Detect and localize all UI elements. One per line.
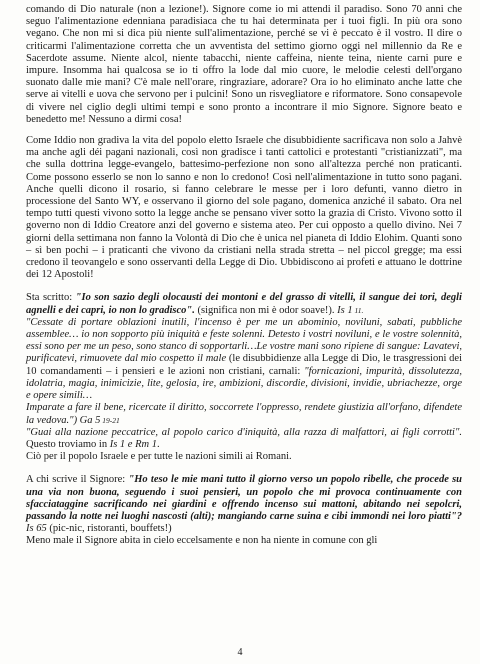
paragraph-diet: comando di Dio naturale (non a lezione!). Signore come io mi attendi il paradiso. Sono 70 anni che seguo l'alimentazione edenniana paradisiaca che tu hai determinata per i tuoi figli. In più ora sono vegano. Che non mi si dica più niente sull'alimentazione, perché se vi è peccato è il vostro. Il dire o criticarmi l'alimentazione corretta che un avventista del settimo giorno oggi nel millennio da Re e Sacerdote assume. Niente alcol, niente tabacchi, niente caffeina, niente teina, niente carni pure e impure. Insomma hai qualcosa se io ti offro la lode dal mio cuore, le melodie celesti dell'organo suonato dalle mie mani? C'è male nell'orare, ringraziare, adorare? Ora io ho eliminato anche latte che serve ai vitelli e uova che servono per i pulcini! Sono un risvegliatore e riformatore. Sono consapevole di vivere nel ciglio degli ultimi tempi e sono pronto a incontrare il mio Signore. Signore beato e benedetto me! Nessuno a dirmi cosa!	[26, 4, 462, 125]
quote-popolo-ribelle: "Ho teso le mie mani tutto il giorno verso un popolo ribelle, che procede su una via non buona, seguendo i suoi pensieri, un popolo che mi provoca continuamente con sfacciataggine sacrificando nei giardini e offrendo incenso sui mattoni, abitando nei sepolcri, passando la notte nei luoghi nascosti (alti); mangiando carne suina e cibi immondi nei loro piatti"?	[26, 474, 462, 522]
quote-opere-carne: "fornicazioni, impurità, dissolutezza, idolatria, magia, inimicizie, lite, gelosia, ire, ambizioni, discordie, divisioni, invidie, ubriachezze, orge e opere simili…	[26, 365, 462, 402]
quote-guai: "Guai alla nazione peccatrice, al popolo carico d'iniquità, alla razza di malfattori, ai figli corrotti".	[26, 426, 462, 438]
summary-line: Ciò per il popolo Israele e per tutte le nazioni simili ai Romani.	[26, 451, 292, 463]
note-text: (significa non mi è odor soave!).	[194, 304, 338, 316]
note-text: (le disubbidienze alla Legge di Dio, le trasgressioni dei 10 comandamenti – i pensieri e le azioni non cristiani, carnali:	[26, 353, 462, 377]
reference-ga-5: ) Ga 5	[73, 414, 101, 426]
note-text: (pic-nic, ristoranti, bouffets!)	[46, 523, 172, 535]
quote-imparate: Imparate a fare il bene, ricercate il diritto, soccorrete l'oppresso, rendete giustizia all'orfano, difendete la vedova."	[26, 402, 462, 426]
reference-is-1: Is 1	[337, 304, 353, 316]
page-number: 4	[237, 647, 243, 658]
note-text: .	[156, 438, 160, 450]
quote-olocausti: "Io son sazio degli olocausti dei montoni e del grasso di vitelli, il sangue dei tori, degli agnelli e dei capri, io non lo gradisco".	[26, 292, 462, 316]
paragraph-israel: Come Iddio non gradiva la vita del popolo eletto Israele che disubbidiente sacrificava non solo a Jahvè ma anche agli déi pagani nazionali, così non gradisce i tanti cattolici e protestanti "cristianizzati", ma che sulla dottrina legge-evangelo, battesimo-perfezione non sono all'altezza perché non praticanti. Come possono esserlo se non lo sanno e non lo credono! Così nell'alimentazione in tutto sono pagani. Anche quelli dicono il rosario, si fanno celebrare le messe per i loro defunti, vanno dietro in processione del Santo WY, e osservano il giorno del sole pagano, domenica anziché il sabato. Ora nel tempo tutti questi vivono sotto la legge anche se pensano viver sotto la grazia di Cristo. Vivono sotto il governo non di Iddio Creatore anzi del governo e sistema ateo. Per cui opposto a quello divino. Nei 7 giorni della settimana non fanno la Volontà di Dio che è unica nel pianeta di Iddio Elohim. Quanti sono – sì ben pochi – i praticanti che vivono da cristiani nella strada stretta – nel piccol gregge; ma essi credono il teovangelo e sono osservanti della Legge di Dio. Ubbidiscono ai profeti e attuano le dottrine dei 12 Apostoli!	[26, 135, 462, 281]
reference-verse: 19-21	[100, 415, 120, 425]
closing-line: Meno male il Signore abita in cielo eccelsamente e non ha niente in comune con gli	[26, 535, 378, 547]
intro-text: Sta scritto:	[26, 292, 76, 304]
note-text: Questo troviamo in	[26, 438, 110, 450]
paragraph-signore	[26, 474, 462, 547]
quote-oblazioni: "Cessate di portare oblazioni inutili, l'incenso è per me un abominio, noviluni, sabati, pubbliche assemblee… io non sopporto più iniquità e feste solenni. Detesto i vostri noviluni, e le vostre solennità, essi sono per me un peso, sono stanco di sopportarli…Le vostre mani sono ripiene di sangue: Lavatevi, purificatevi, rimuovete dal mio cospetto il male	[26, 316, 462, 365]
paragraph-scripture	[26, 292, 462, 463]
intro-text: A chi scrive il Signore:	[26, 474, 129, 486]
reference-is-65: Is 65	[26, 523, 47, 535]
reference-verse: 11.	[352, 305, 364, 315]
reference-is-rm: Is 1 e Rm 1	[109, 438, 157, 450]
